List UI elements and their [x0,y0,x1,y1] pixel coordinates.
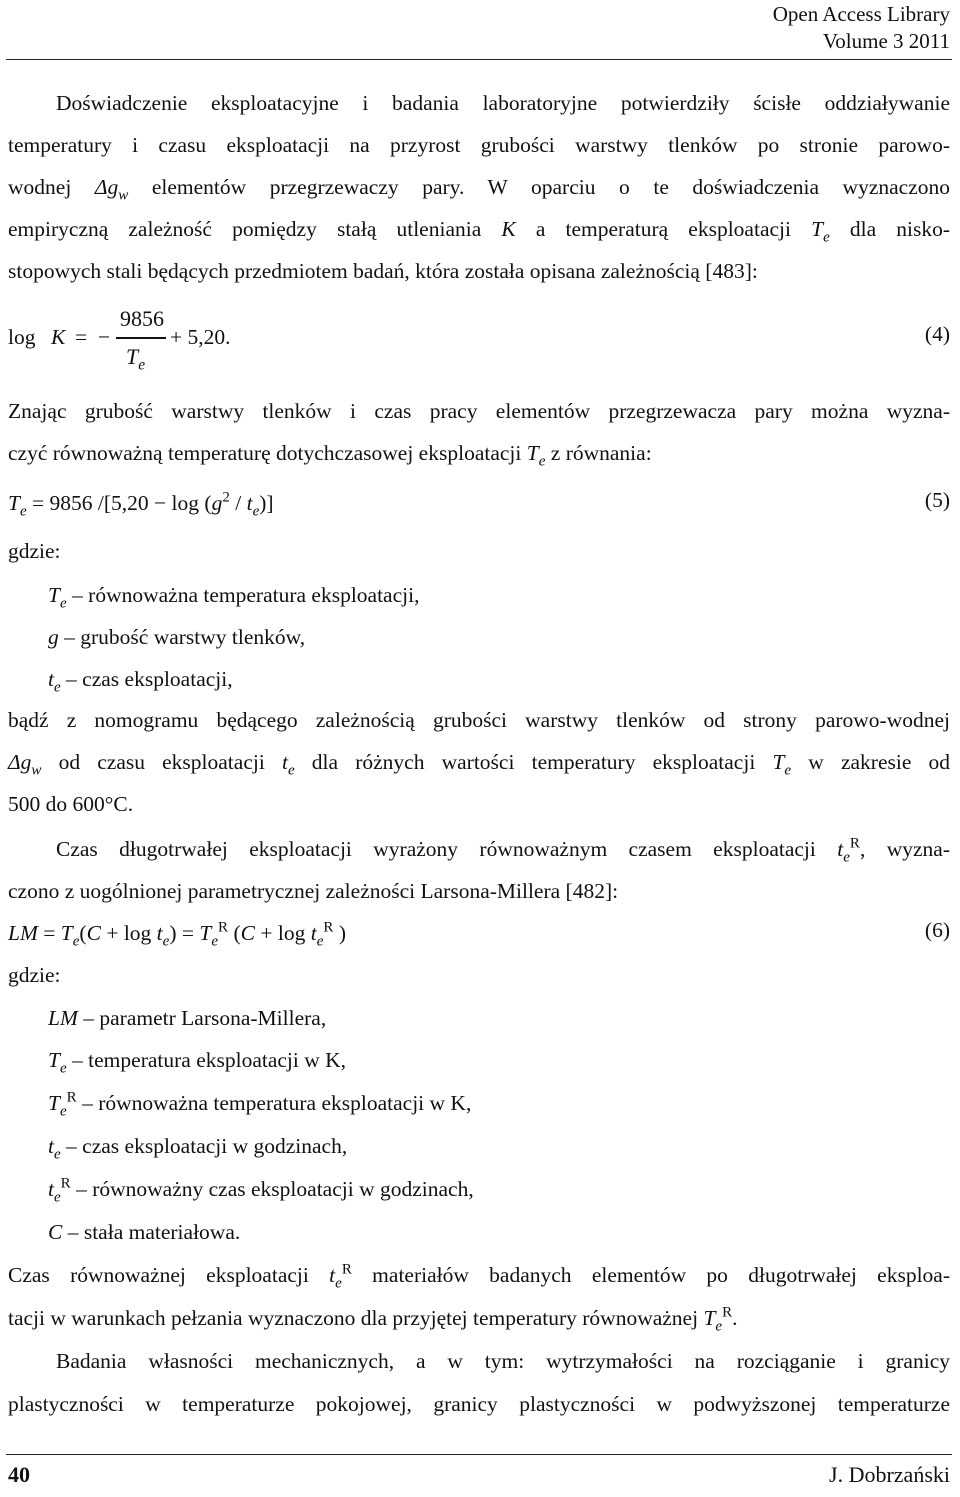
definition-C: C – stała materiałowa. [48,1220,241,1244]
delta-gw: $\Delta g_w$ [94,175,129,204]
definition-TeR: $T_e^R$ – równoważna temperatura eksploatacji w K, [48,1089,472,1120]
definition-g: g – grubość warstwy tlenków, [48,625,306,649]
equation-5: $T_e = 9856$ $/[5,20 - \log (g^2 / t_e)]$ [8,489,274,520]
author-name: J. Dobrzański [829,1462,950,1487]
page-number: 40 [8,1462,30,1487]
para2-line1: Znając grubość warstwy tlenków i czas pracy elementów przegrzewacza pary można wyzna- [8,399,950,423]
para2-line2: czyć równoważną temperaturę dotychczasowej eksploatacji $T_e$ z równania: [8,441,652,470]
gdzie-label-2: gdzie: [8,963,61,987]
para1-line3: wodnej $\Delta g_w$ elementów przegrzewaczy pary. W oparciu o te doświadczenia wyznaczono [8,175,950,204]
definition-Te: $T_e$ – równoważna temperatura eksploatacji, [48,583,420,612]
para5-line2: tacji w warunkach pełzania wyznaczono dla przyjętej temperatury równoważnej $T_e^R$. [8,1304,738,1335]
para4-line2: czono z uogólnionej parametrycznej zależności Larsona-Millera [482]: [8,879,619,903]
para1-line2: temperatury i czasu eksploatacji na przyrost grubości warstwy tlenków po stronie parowo- [8,133,950,157]
para6-line2: plastyczności w temperaturze pokojowej, granicy plastyczności w podwyższonej temperaturze [8,1392,950,1416]
header-rule [6,59,952,60]
para3-line3: 500 do 600°C. [8,792,134,816]
definition-Te-2: $T_e$ – temperatura eksploatacji w K, [48,1048,347,1077]
running-header [773,1,950,55]
gdzie-label-1: gdzie: [8,539,61,563]
footer-rule [6,1454,952,1455]
volume-label: Volume 3 2011 [822,29,950,53]
definition-teR: $t_e^R$ – równoważny czas eksploatacji w godzinach, [48,1175,474,1206]
equation-6: LM = $T_e(C + \log t_e) = T_e^R$ ($C + \log t_e^R$ ) [8,919,346,950]
para6-line1: Badania własności mechanicznych, a w tym: wytrzymałości na rozciąganie i granicy [56,1349,950,1373]
equation-number-4: (4) [924,322,950,346]
equation-number-6: (6) [924,918,950,942]
para1-line4: empiryczną zależność pomiędzy stałą utleniania K a temperaturą eksploatacji $T_e$ dla nisko- [8,217,951,246]
para4-line1: Czas długotrwałej eksploatacji wyrażony równoważnym czasem eksploatacji $t_e^R$, wyzna- [56,835,950,866]
para5-line1: Czas równoważnej eksploatacji $t_e^R$ materiałów badanych elementów po długotrwałej eksploa- [8,1261,951,1292]
fraction-denominator: $T_e$ [126,344,146,374]
para1-line1: Doświadczenie eksploatacyjne i badania laboratoryjne potwierdziły ścisłe oddziaływanie [56,91,950,115]
definition-LM: LM – parametr Larsona-Millera, [48,1006,327,1030]
fraction-bar [116,337,166,339]
fraction-numerator: 9856 [120,306,164,331]
para3-line1: bądź z nomogramu będącego zależnością grubości warstwy tlenków od strony parowo-wodnej [8,708,950,732]
para1-line5: stopowych stali będących przedmiotem badań, która została opisana zależnością [483]: [8,259,758,283]
definition-te-2: $t_e$ – czas eksploatacji w godzinach, [48,1134,348,1163]
definition-te: $t_e$ – czas eksploatacji, [48,667,233,696]
equation-number-5: (5) [924,488,950,512]
para3-line2: $\Delta g_w$ od czasu eksploatacji $t_e$ dla różnych wartości temperatury eksploatacji $T_e$ w zakresie od [8,750,951,779]
journal-name: Open Access Library [772,2,950,26]
